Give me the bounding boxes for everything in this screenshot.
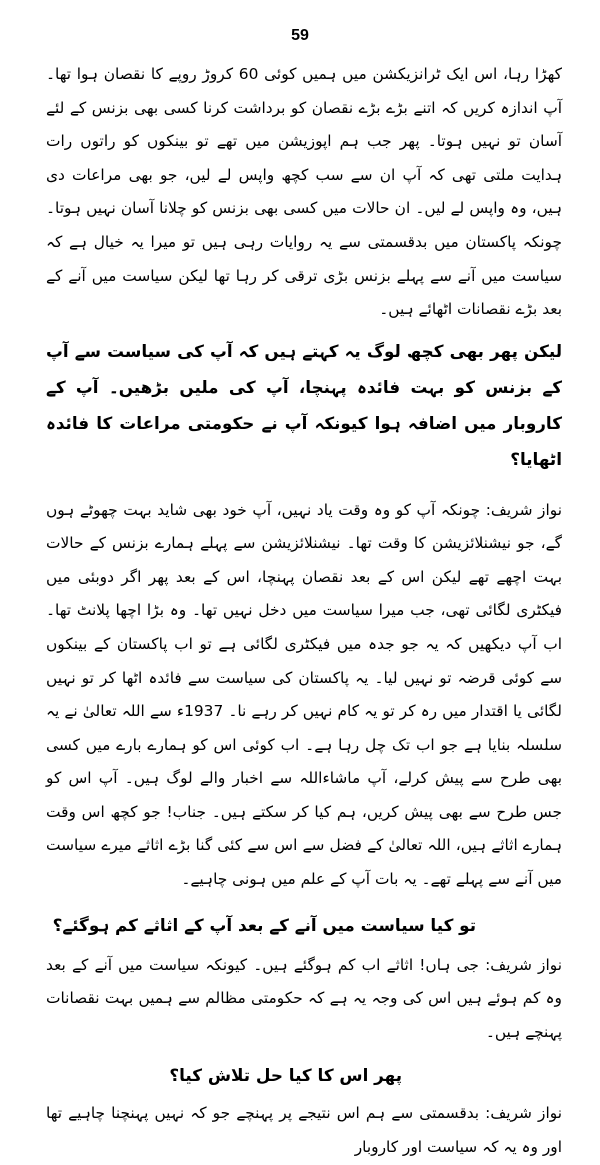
page-body (46, 58, 562, 1165)
page-number: 59 (291, 27, 309, 44)
answer-paragraph: نواز شریف: جی ہاں! اثاثے اب کم ہوگئے ہیں۔ کیونکہ سیاست میں آنے کے بعد وہ کم ہوئے ہیں اس کی وجہ یہ ہے کہ حکومتی مظالم سے ہمیں بہت نقصانات پہنچے ہیں۔ (46, 955, 562, 1041)
interview-question: لیکن پھر بھی کچھ لوگ یہ کہتے ہیں کہ آپ کی سیاست سے آپ کے بزنس کو بہت فائدہ پہنچا، آپ کی ملیں بڑھیں۔ آپ کے کاروبار میں اضافہ ہوا کیونکہ آپ نے حکومتی مراعات کا فائدہ اٹھایا؟ (46, 340, 562, 469)
interview-question: پھر اس کا کیا حل تلاش کیا؟ (169, 1065, 402, 1086)
answer-paragraph: کھڑا رہا، اس ایک ٹرانزیکشن میں ہمیں کوئی 60 کروڑ روپے کا نقصان ہوا تھا۔ آپ اندازہ کریں کہ اتنے بڑے بڑے نقصان کو برداشت کرنا کسی بھی بزنس کے لئے آسان تو نہیں ہوتا۔ پھر جب ہم اپوزیشن میں تھے تو بینکوں کو راتوں رات ہدایت ملتی تھی کہ آپ ان سے سب کچھ واپس لے لیں، جو بھی مراعات دی ہیں، وہ واپس لے لیں۔ ان حالات میں کسی بھی بزنس کو چلانا آسان نہیں ہوتا۔ چونکہ پاکستان میں بدقسمتی سے یہ روایات رہی ہیں تو میرا یہ خیال ہے کہ سیاست میں آنے سے پہلے بزنس بڑی ترقی کر رہا تھا لیکن سیاست میں آنے کے بعد بڑے نقصانات اٹھائے ہیں۔ (46, 65, 562, 319)
answer-paragraph: نواز شریف: بدقسمتی سے ہم اس نتیجے پر پہنچے جو کہ نہیں پہنچنا چاہیے تھا اور وہ یہ کہ سیاست اور کاروبار (46, 1104, 562, 1157)
answer-paragraph: نواز شریف: چونکہ آپ کو وہ وقت یاد نہیں، آپ خود بھی شاید بہت چھوٹے ہوں گے، جو نیشنلائزیشن کا وقت تھا۔ نیشنلائزیشن سے پہلے ہمارے بزنس کے حالات بہت اچھے تھے لیکن اس کے بعد نقصان پہنچا، اس کے بعد پھر اگر دوبئی میں فیکٹری لگائی تھی، جب میرا سیاست میں دخل نہیں تھا۔ وہ بڑا اچھا پلانٹ تھا۔ اب آپ دیکھیں کہ یہ جو جدہ میں فیکٹری لگائی ہے تو اب پاکستان کے بینکوں سے کوئی قرضہ تو نہیں لیا۔ یہ پاکستان کی سیاست سے فائدہ اٹھا کر تو نہیں لگائی یا اقتدار میں رہ کر تو یہ کام نہیں کر رہے نا۔ 1937ء سے اللہ تعالیٰ نے یہ سلسلہ بنایا ہے جو اب تک چل رہا ہے۔ اب کوئی اس کو ہمارے بارے میں کسی بھی طرح سے پیش کرلے، آپ ماشاءاللہ سے اخبار والے لوگ ہیں۔ آپ اس کو جس طرح سے بھی پیش کریں، ہم کیا کر سکتے ہیں۔ جناب! جو کچھ اس وقت ہمارے اثاثے ہیں، اللہ تعالیٰ کے فضل سے اس سے کئی گنا بڑے اثاثے میرے سیاست میں آنے سے پہلے تھے۔ یہ بات آپ کے علم میں ہونی چاہیے۔ (46, 500, 562, 889)
interview-question: تو کیا سیاست میں آنے کے بعد آپ کے اثاثے کم ہوگئے؟ (52, 914, 476, 935)
